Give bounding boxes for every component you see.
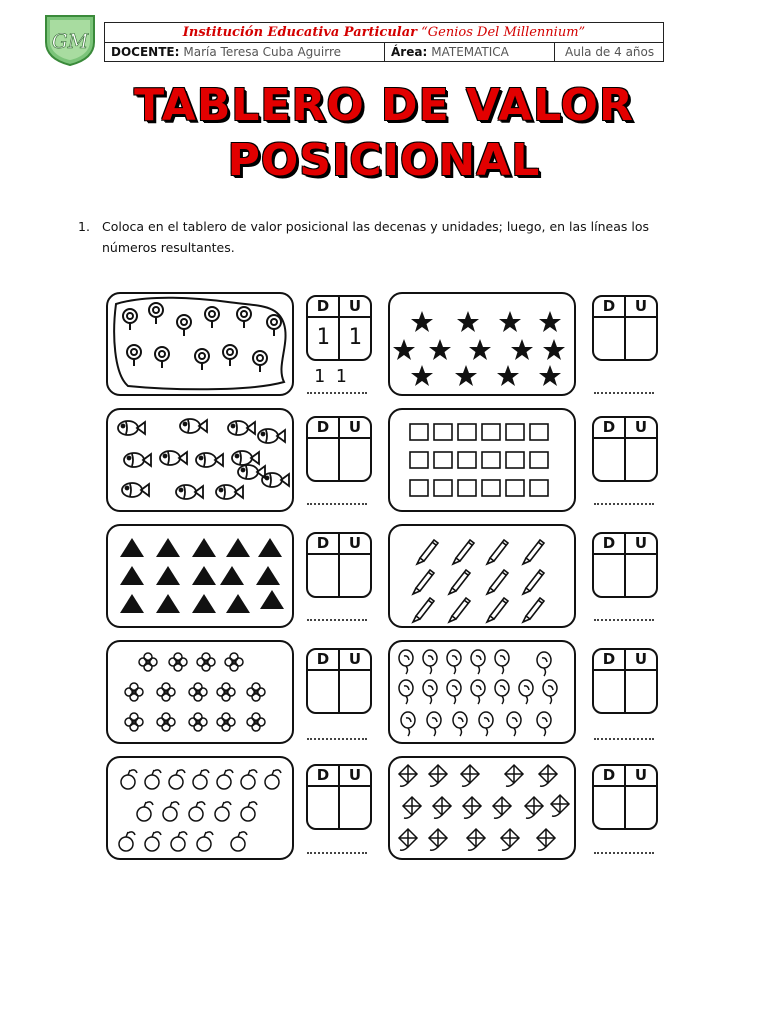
result-underline-7 xyxy=(307,738,367,740)
institution-prefix: Institución Educativa Particular xyxy=(182,25,418,40)
page-title-line1: TABLERO DE VALOR xyxy=(134,80,634,131)
tens-header: D xyxy=(594,534,626,553)
place-value-table-1 xyxy=(306,295,372,361)
tens-header: D xyxy=(594,650,626,669)
units-cell[interactable] xyxy=(340,787,370,830)
tens-header: D xyxy=(308,650,340,669)
units-header: U xyxy=(348,650,362,668)
instruction-number: 1. xyxy=(78,219,90,234)
result-underline-4 xyxy=(594,503,654,505)
tens-cell[interactable] xyxy=(308,555,340,598)
units-cell[interactable] xyxy=(340,555,370,598)
units-cell[interactable] xyxy=(626,555,656,598)
picture-box-lollipops xyxy=(106,292,294,396)
result-line-1[interactable]: 1 1 xyxy=(314,366,347,387)
place-value-table-3 xyxy=(306,416,372,482)
tens-cell[interactable]: 1 xyxy=(308,318,340,361)
units-header: U xyxy=(634,418,648,436)
result-underline-1 xyxy=(307,392,367,394)
result-underline-2 xyxy=(594,392,654,394)
tens-cell[interactable] xyxy=(594,555,626,598)
aula-cell xyxy=(555,43,663,62)
place-value-table-9 xyxy=(306,764,372,830)
result-underline-5 xyxy=(307,619,367,621)
units-cell[interactable]: 1 xyxy=(348,325,362,350)
svg-text:GM: GM xyxy=(51,29,89,53)
teacher-row xyxy=(105,43,663,62)
units-cell[interactable] xyxy=(626,318,656,361)
picture-box-fish xyxy=(106,408,294,512)
place-value-table-4 xyxy=(592,416,658,482)
tens-header: D xyxy=(308,534,340,553)
instruction-text: Coloca en el tablero de valor posicional las decenas y unidades; luego, en las líneas los números resultantes. xyxy=(102,219,649,255)
area-value: MATEMATICA xyxy=(431,45,509,59)
area-label: Área: xyxy=(391,45,428,59)
aula-value: Aula de 4 años xyxy=(565,45,655,59)
picture-box-triangles xyxy=(106,524,294,628)
header-table xyxy=(104,22,664,62)
picture-box-kites xyxy=(388,756,576,860)
units-cell[interactable] xyxy=(626,439,656,482)
picture-box-flowers xyxy=(106,640,294,744)
tens-header: D xyxy=(594,766,626,785)
tens-cell[interactable] xyxy=(594,787,626,830)
place-value-table-8 xyxy=(592,648,658,714)
institution-row xyxy=(105,23,663,43)
area-cell xyxy=(385,43,555,62)
tens-cell[interactable] xyxy=(594,439,626,482)
tens-header: D xyxy=(308,297,340,316)
picture-box-pencils xyxy=(388,524,576,628)
units-header: U xyxy=(634,766,648,784)
place-value-table-2 xyxy=(592,295,658,361)
units-cell[interactable] xyxy=(340,671,370,714)
place-value-table-6 xyxy=(592,532,658,598)
tens-cell[interactable] xyxy=(308,671,340,714)
tens-header: D xyxy=(308,418,340,437)
units-header: U xyxy=(634,534,648,552)
result-underline-6 xyxy=(594,619,654,621)
tens-cell[interactable] xyxy=(594,318,626,361)
result-underline-8 xyxy=(594,738,654,740)
instruction xyxy=(78,216,698,258)
school-logo xyxy=(42,12,98,66)
units-header: U xyxy=(348,297,362,315)
page-title-line2: POSICIONAL xyxy=(227,135,541,186)
tens-header: D xyxy=(308,766,340,785)
picture-box-balloons xyxy=(388,640,576,744)
place-value-table-5 xyxy=(306,532,372,598)
units-cell[interactable] xyxy=(626,787,656,830)
tens-cell[interactable] xyxy=(308,439,340,482)
units-cell[interactable] xyxy=(340,439,370,482)
docente-value: María Teresa Cuba Aguirre xyxy=(183,45,341,59)
place-value-table-10 xyxy=(592,764,658,830)
picture-box-stars xyxy=(388,292,576,396)
tens-cell[interactable] xyxy=(594,671,626,714)
units-header: U xyxy=(348,418,362,436)
institution-name: “Genios Del Millennium” xyxy=(421,25,586,40)
picture-box-squares xyxy=(388,408,576,512)
units-header: U xyxy=(348,766,362,784)
result-underline-3 xyxy=(307,503,367,505)
tens-header: D xyxy=(594,418,626,437)
units-header: U xyxy=(634,650,648,668)
place-value-table-7 xyxy=(306,648,372,714)
teacher-cell xyxy=(105,43,385,62)
result-underline-9 xyxy=(307,852,367,854)
tens-header: D xyxy=(594,297,626,316)
units-header: U xyxy=(348,534,362,552)
result-underline-10 xyxy=(594,852,654,854)
picture-box-apples xyxy=(106,756,294,860)
units-header: U xyxy=(634,297,648,315)
units-cell[interactable] xyxy=(626,671,656,714)
tens-cell[interactable] xyxy=(308,787,340,830)
docente-label: DOCENTE: xyxy=(111,45,180,59)
